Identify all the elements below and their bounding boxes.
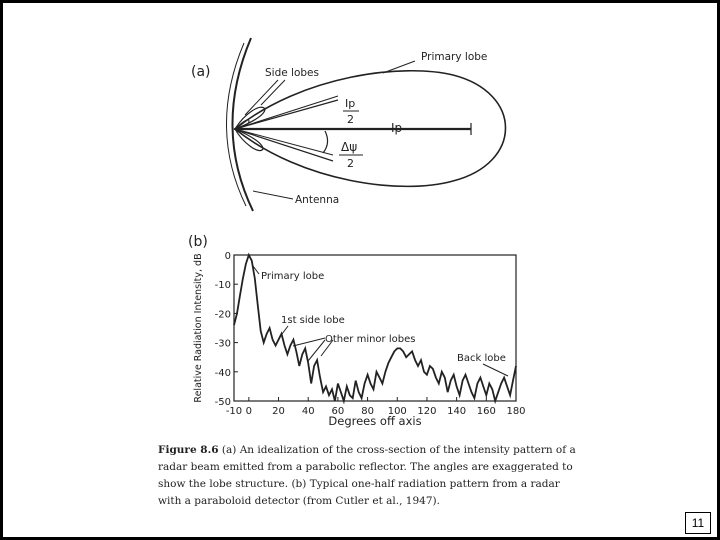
y-axis-label: Relative Radiation Intensity, dB [193,253,204,403]
lobe-diagram [3,3,717,223]
radiation-chart [3,218,717,428]
chart-annotation: Primary lobe [261,271,325,282]
ip-half-numerator: Ip [345,97,356,110]
x-tick-label: 0 [245,406,253,417]
slide [3,3,717,537]
chart-b-label: (b) [188,234,208,250]
x-tick-label: 40 [301,406,315,417]
diagram-a-label: (a) [191,64,211,80]
annotation-arrow [483,364,508,376]
x-axis-label: Degrees off axis [328,414,422,428]
x-tick-label: 60 [331,406,345,417]
chart-annotation: 1st side lobe [281,315,345,326]
x-tick-label: 180 [506,406,526,417]
figure-caption [158,442,578,510]
side-lobe-arrow-1 [245,80,278,115]
x-tick-label: 20 [272,406,285,417]
chart-annotation: Other minor lobes [325,334,416,345]
page-number: 11 [685,512,711,534]
annotation-arrow [293,338,325,346]
chart-annotation: Back lobe [457,353,506,364]
y-tick-label: -40 [214,367,231,379]
annotation-arrow [279,326,288,338]
dpsi-numerator: Δψ [341,140,358,154]
antenna-reflector-inner [226,43,246,206]
half-power-line-upper [235,100,338,129]
side-lobe-arrow-2 [261,80,285,105]
dpsi-denominator: 2 [347,157,354,170]
x-tick-label: 80 [361,406,374,417]
side-lobes-label: Side lobes [265,67,319,79]
y-tick-label: -30 [214,338,231,350]
x-tick-label: 120 [417,406,437,417]
primary-lobe-label: Primary lobe [421,51,488,63]
ip-label: Ip [391,121,403,135]
x-tick-label: 160 [476,406,496,417]
y-tick-label: -10 [214,280,231,292]
angle-arc [323,131,328,153]
antenna-arrow [253,191,293,199]
y-tick-label: 0 [224,251,231,262]
annotation-arrow [308,340,325,361]
half-power-line-lower [235,129,333,161]
x-tick-label: 100 [387,406,407,417]
x-tick-label: 140 [447,406,467,417]
figure-number: Figure 8.6 [158,444,219,456]
y-tick-label: -50 [214,397,231,408]
y-tick-label: -20 [214,309,231,321]
x-tick-label: -10 [225,406,243,417]
antenna-label: Antenna [295,194,340,206]
caption-text: (a) An idealization of the cross-section of the intensity pattern of a radar beam emitted from a parabolic reflector. The angles are exaggerated to show the lobe structure. (b) Typical one-half radiation pattern from a radar with a paraboloid detector (from Cutler et al., 1947). [158,444,576,507]
half-power-line-lower-2 [235,129,333,155]
ip-half-denominator: 2 [347,113,354,126]
